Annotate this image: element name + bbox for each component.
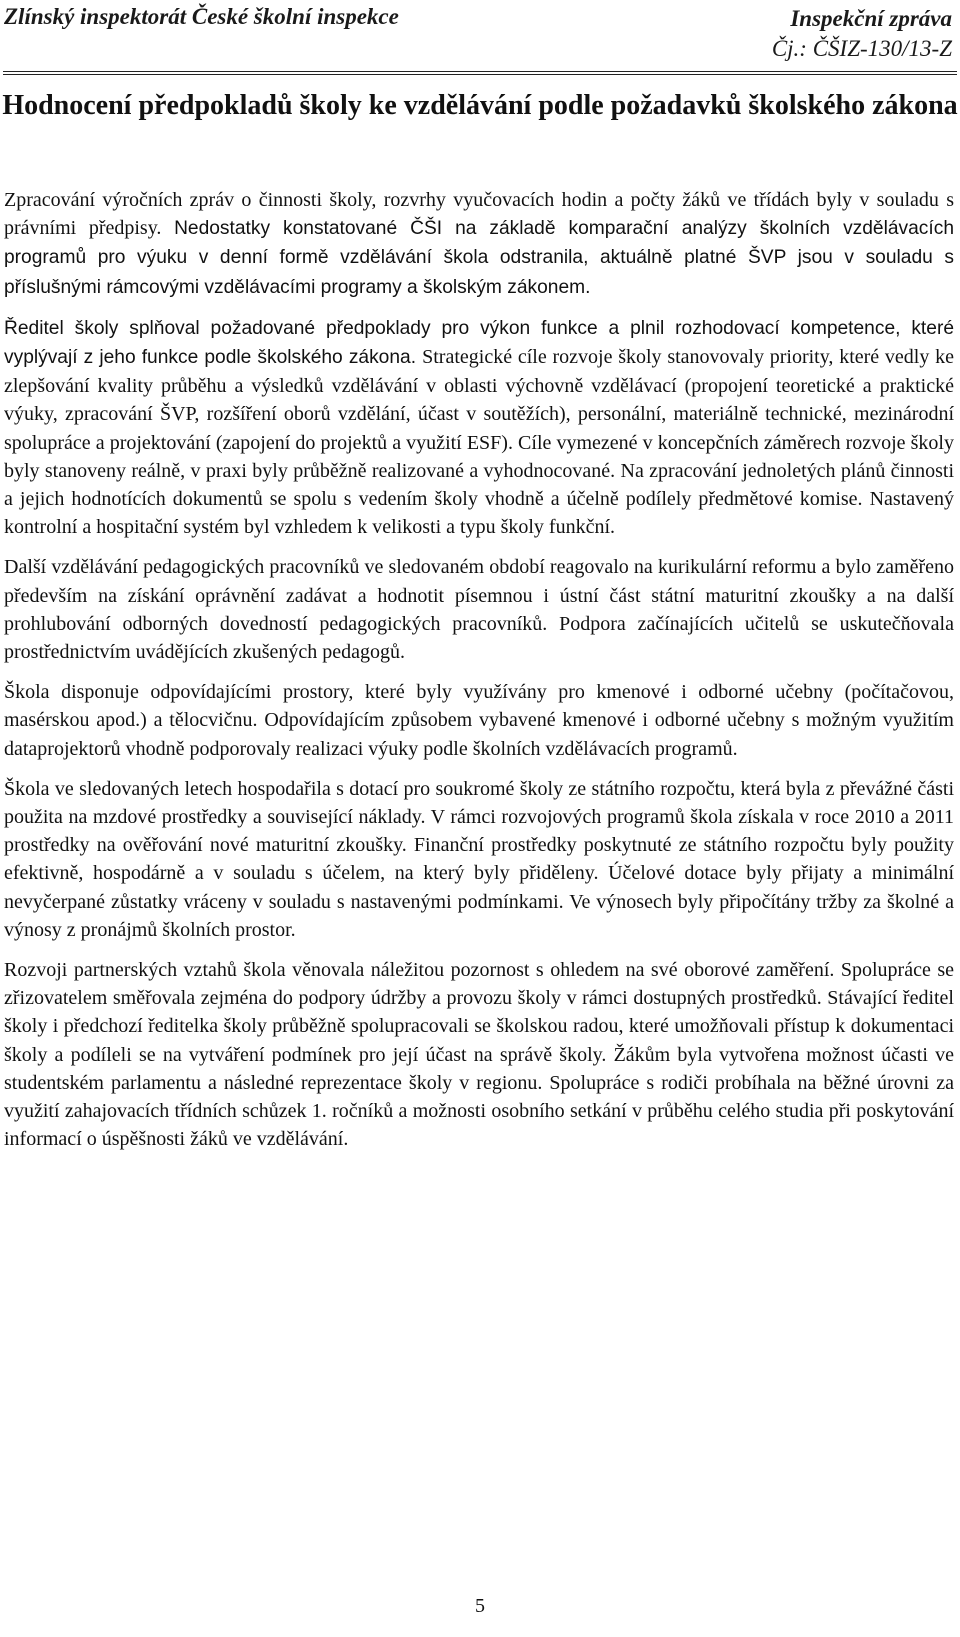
paragraph-director-sans: Ředitel školy splňoval požadované předpoklady pro výkon funkce a plnil rozhodovací kompetence, které vyplývají z jeho funkce podle školského zákona. <box>4 317 954 369</box>
paragraph-reports <box>4 186 954 302</box>
paragraph-facilities: Škola disponuje odpovídajícími prostory, které byly využívány pro kmenové i odborné učebny (počítačovou, masérskou apod.) a tělocvičnu. Odpovídajícím způsobem vybavené kmenové i odborné učebny s možným využitím dataprojektorů vhodně podporovaly realizaci výuky podle školních vzdělávacích programů. <box>4 681 954 760</box>
paragraph-finance: Škola ve sledovaných letech hospodařila s dotací pro soukromé školy ze státního rozpočtu, která byla z převážné části použita na mzdové prostředky a související náklady. V rámci rozvojových programů škola získala v roce 2010 a 2011 prostředky na ověřování nové maturitní zkoušky. Finanční prostředky poskytnuté ze státního rozpočtu byly použity efektivně, hospodárně a v souladu s účelem, na který byly přiděleny. Účelové dotace byly přijaty a minimální nevyčerpané zůstatky vráceny v souladu s nastavenými podmínkami. Ve výnosech byly připočítány tržby za školné a výnosy z pronájmů školních prostor. <box>4 777 954 941</box>
paragraph-education: Další vzdělávání pedagogických pracovníků ve sledovaném období reagovalo na kurikulární reformu a bylo zaměřeno především na získání oprávnění zadávat a hodnotit písemnou i ústní část státní maturitní zkoušky a na další prohlubování odborných dovedností pedagogických pracovníků. Podpora začínajících učitelů se uskutečňovala prostřednictvím uvádějících zkušených pedagogů. <box>4 556 954 664</box>
header-rule-top <box>3 71 957 72</box>
section-body <box>4 186 954 1166</box>
paragraph-partnerships: Rozvoji partnerských vztahů škola věnovala náležitou pozornost s ohledem na své oborové zaměření. Spolupráce se zřizovatelem směřovala zejména do podpory údržby a provozu školy v rámci dostupných prostředků. Stávající ředitel školy i předchozí ředitelka školy průběžně spolupracovali se školskou radou, které umožňovali přístup k dokumentaci školy a podíleli se na vytváření podmínek pro její účast na správě školy. Žákům byla vytvořena možnost účasti ve studentském parlamentu a následné reprezentace školy v regionu. Spolupráce s rodiči probíhala na běžné úrovni za využití zahajovacích třídních schůzek 1. ročníků a možnosti osobního setkání v průběhu celého studia při poskytování informací o úspěšnosti žáků ve vzdělávání. <box>4 959 954 1151</box>
header-report-type: Inspekční zpráva <box>790 6 952 31</box>
paragraph-director-serif: Strategické cíle rozvoje školy stanovovaly priority, které vedly ke zlepšování kvality průběhu a výsledků vzdělávání v oblasti výchovně vzdělávací (propojení teoretické a praktické výuky, zpracování ŠVP, rozšíření oborů vzdělání, účast v soutěžích), personální, materiálně technické, mezinárodní spolupráce a projektování (zapojení do projektů a využití ESF). Cíle vymezené v koncepčních záměrech rozvoje školy byly stanoveny reálně, v praxi byly průběžně realizované a vyhodnocované. Na zpracování jednoletých plánů činnosti a jejich hodnotících dokumentů se spolu s vedením školy vhodně a účelně podílely předmětové komise. Nastavený kontrolní a hospitační systém byl vzhledem k velikosti a typu školy funkční. <box>4 346 955 539</box>
header-report-info <box>772 4 952 64</box>
header-reference-number: Čj.: ČŠIZ-130/13-Z <box>771 36 952 61</box>
paragraph-reports-sans: Nedostatky konstatované ČŠI na základě komparační analýzy školních vzdělávacích programů pro výuku v denní formě vzdělávání škola odstranila, aktuálně platné ŠVP jsou v souladu s příslušnými rámcovými vzdělávacími programy a školským zákonem. <box>4 218 954 298</box>
page-number: 5 <box>475 1595 485 1617</box>
paragraph-director <box>4 314 954 542</box>
section-title: Hodnocení předpokladů školy ke vzdělávání podle požadavků školského zákona <box>2 90 958 121</box>
header-rule-bottom <box>3 74 957 75</box>
paragraph-reports-serif: Zpracování výročních zpráv o činnosti školy, rozvrhy vyučovacích hodin a počty žáků ve třídách byly v souladu s právními předpisy. <box>4 189 954 240</box>
header-inspectorate: Zlínský inspektorát České školní inspekce <box>4 4 399 29</box>
